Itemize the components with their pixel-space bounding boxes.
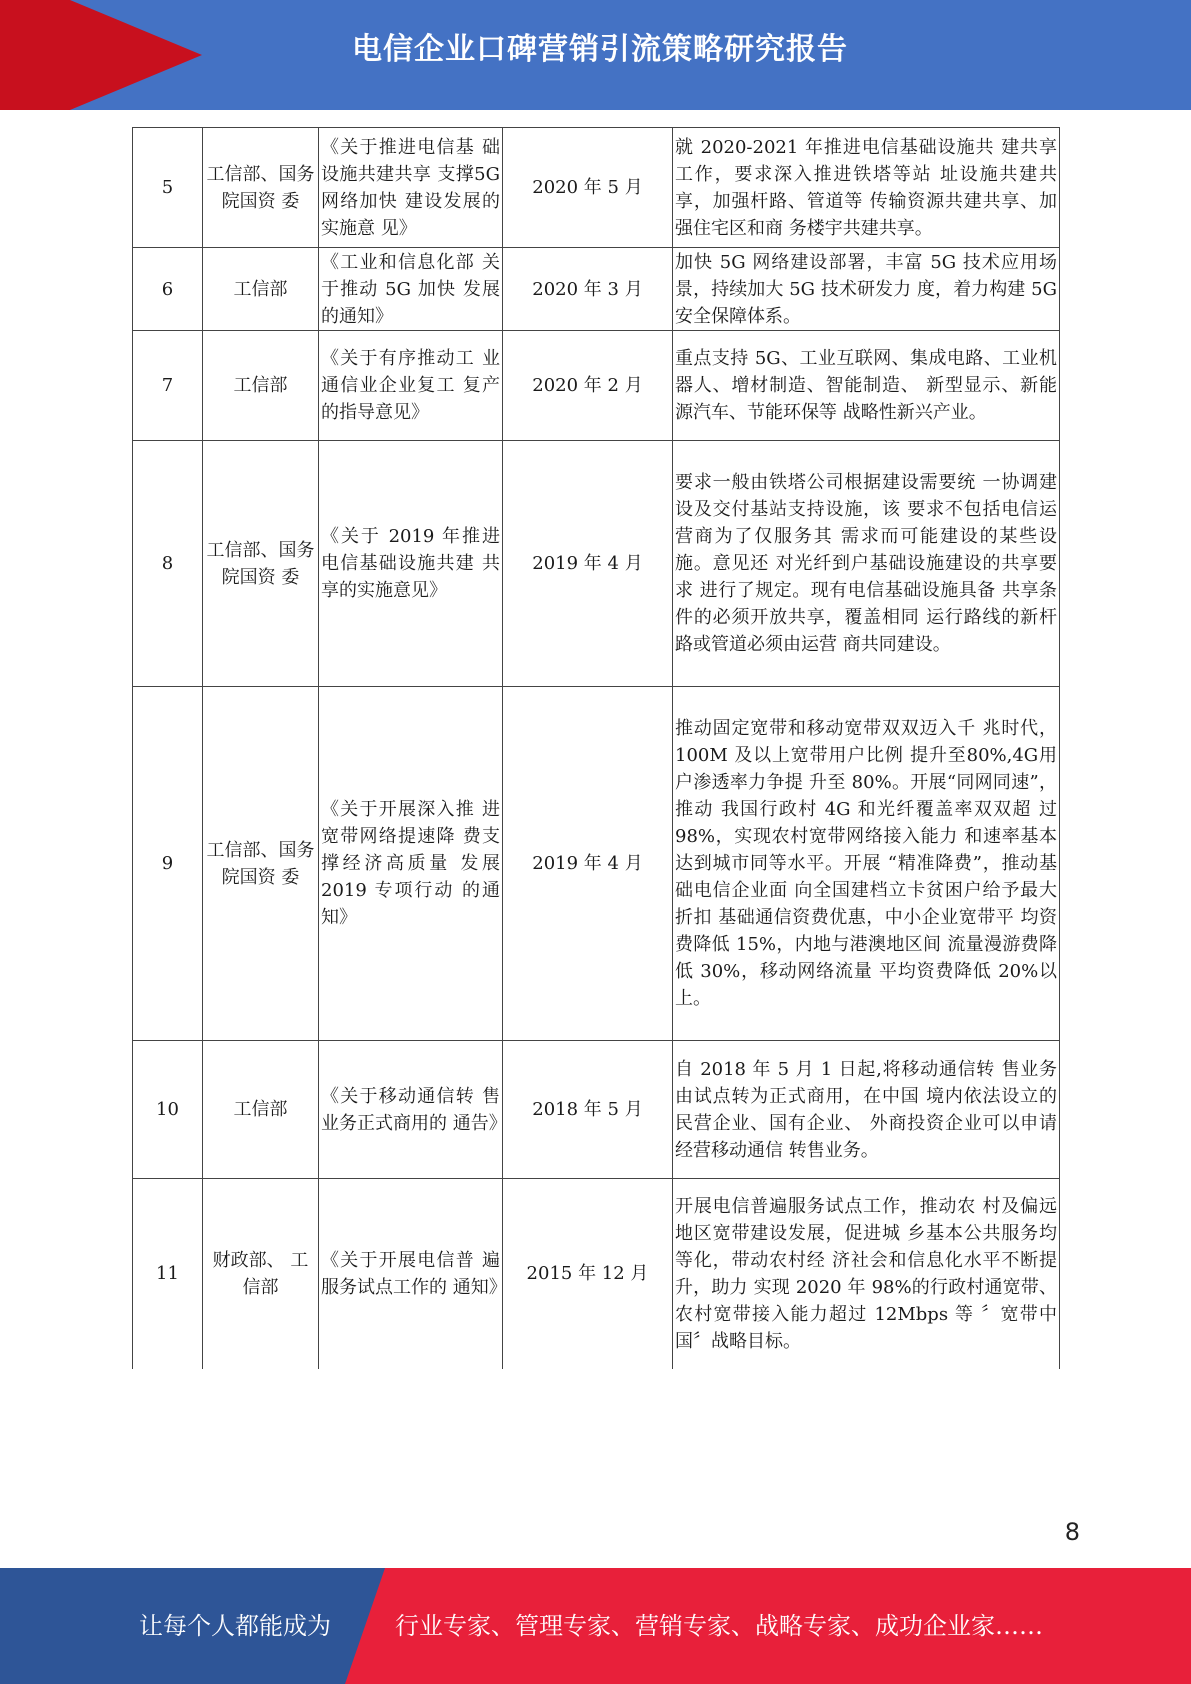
department: 财政部、 工信部 <box>203 1179 319 1369</box>
table-row <box>133 128 1060 248</box>
table-row <box>133 1041 1060 1179</box>
table-row <box>133 1179 1060 1369</box>
row-number: 9 <box>133 687 203 1041</box>
header-red-block <box>0 0 70 110</box>
row-number: 10 <box>133 1041 203 1179</box>
row-number: 11 <box>133 1179 203 1369</box>
document-title: 《工业和信息化部 关于推动 5G 加快 发展的通知》 <box>319 248 503 331</box>
policy-table <box>132 127 1060 1369</box>
table-row <box>133 248 1060 331</box>
footer-slogan-left: 让每个人都能成为 <box>139 1612 331 1640</box>
department: 工信部 <box>203 331 319 441</box>
document-title: 《关于推进电信基 础设施共建共享 支撑5G网络加快 建设发展的实施意 见》 <box>319 128 503 248</box>
report-title: 电信企业口碑营销引流策略研究报告 <box>352 32 848 67</box>
department: 工信部、国务院国资 委 <box>203 687 319 1041</box>
department: 工信部 <box>203 1041 319 1179</box>
issue-date: 2019 年 4 月 <box>503 441 673 687</box>
row-number: 7 <box>133 331 203 441</box>
document-title: 《关于移动通信转 售业务正式商用的 通告》 <box>319 1041 503 1179</box>
footer-slogan-right: 行业专家、管理专家、营销专家、战略专家、成功企业家…… <box>395 1612 1043 1640</box>
row-number: 5 <box>133 128 203 248</box>
issue-date: 2019 年 4 月 <box>503 687 673 1041</box>
row-number: 8 <box>133 441 203 687</box>
table-row <box>133 331 1060 441</box>
summary: 要求一般由铁塔公司根据建设需要统 一协调建设及交付基站支持设施，该 要求不包括电信运营商为了仅服务其 需求而可能建设的某些设施。意见还 对光纤到户基础设施建设的共享要求 进行了规定。现有电信基础设施具备 共享条件的必须开放共享，覆盖相同 运行路线的新杆路或管道必须由运营 商共同建设。 <box>673 441 1060 687</box>
department: 工信部、国务院国资 委 <box>203 441 319 687</box>
document-title: 《关于 2019 年推进电信基础设施共建 共享的实施意见》 <box>319 441 503 687</box>
summary: 重点支持 5G、工业互联网、集成电路、工业机器人、增材制造、智能制造、 新型显示、新能源汽车、节能环保等 战略性新兴产业。 <box>673 331 1060 441</box>
page-number: 8 <box>1064 1518 1080 1546</box>
document-title: 《关于有序推动工 业通信业企业复工 复产的指导意见》 <box>319 331 503 441</box>
summary: 自 2018 年 5 月 1 日起,将移动通信转 售业务由试点转为正式商用，在中国 境内依法设立的民营企业、国有企业、 外商投资企业可以申请经营移动通信 转售业务。 <box>673 1041 1060 1179</box>
issue-date: 2015 年 12 月 <box>503 1179 673 1369</box>
department: 工信部、国务院国资 委 <box>203 128 319 248</box>
summary: 就 2020-2021 年推进电信基础设施共 建共享工作，要求深入推进铁塔等站 址设施共建共享，加强杆路、管道等 传输资源共建共享、加强住宅区和商 务楼宇共建共享。 <box>673 128 1060 248</box>
page-header <box>0 0 1191 110</box>
issue-date: 2020 年 2 月 <box>503 331 673 441</box>
summary: 加快 5G 网络建设部署，丰富 5G 技术应用场景，持续加大 5G 技术研发力 度，着力构建 5G 安全保障体系。 <box>673 248 1060 331</box>
header-red-arrow <box>70 0 202 110</box>
issue-date: 2020 年 5 月 <box>503 128 673 248</box>
page-footer <box>0 1568 1191 1684</box>
document-title: 《关于开展深入推 进宽带网络提速降 费支撑经济高质量 发展 2019 专项行动 的通知》 <box>319 687 503 1041</box>
table-row <box>133 441 1060 687</box>
department: 工信部 <box>203 248 319 331</box>
issue-date: 2018 年 5 月 <box>503 1041 673 1179</box>
summary: 推动固定宽带和移动宽带双双迈入千 兆时代，100M 及以上宽带用户比例 提升至80%,4G用户渗透率力争提 升至 80%。开展“同网同速”，推动 我国行政村 4G 和光纤覆盖率双双超 过 98%，实现农村宽带网络接入能力 和速率基本达到城市同等水平。开展 “精准降费”，推动基础电信企业面 向全国建档立卡贫困户给予最大折扣 基础通信资费优惠，中小企业宽带平 均资费降低 15%，内地与港澳地区间 流量漫游费降低 30%，移动网络流量 平均资费降低 20%以上。 <box>673 687 1060 1041</box>
document-title: 《关于开展电信普 遍服务试点工作的 通知》 <box>319 1179 503 1369</box>
summary: 开展电信普遍服务试点工作，推动农 村及偏远地区宽带建设发展，促进城 乡基本公共服务均等化，带动农村经 济社会和信息化水平不断提升，助力 实现 2020 年 98%的行政村通宽带、 农村宽带接入能力超过 12Mbps 等 〞宽带中国〞战略目标。 <box>673 1179 1060 1369</box>
issue-date: 2020 年 3 月 <box>503 248 673 331</box>
row-number: 6 <box>133 248 203 331</box>
table-row <box>133 687 1060 1041</box>
